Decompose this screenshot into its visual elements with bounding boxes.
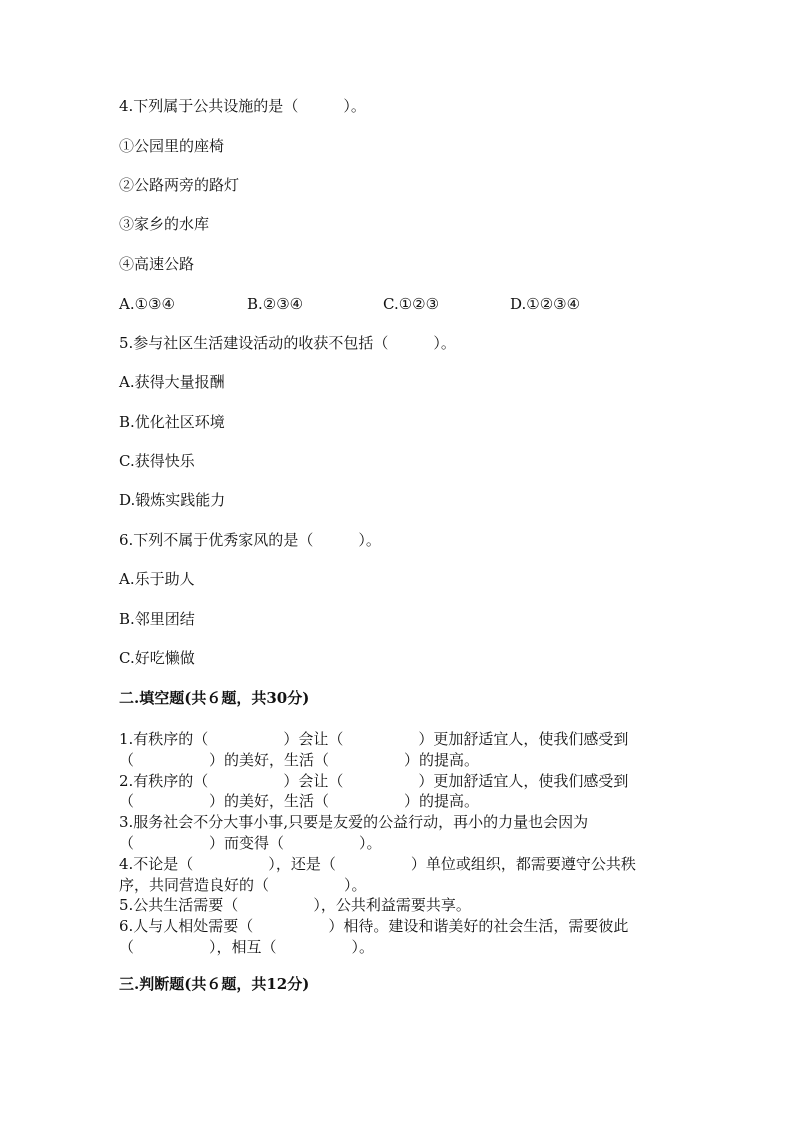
section-3-title: 三.判断题(共６题，共12分) bbox=[119, 975, 310, 993]
fill-line: （ ），相互（ ）。 bbox=[119, 937, 375, 956]
fill-line: 序，共同营造良好的（ ）。 bbox=[119, 875, 367, 894]
fill-line: 4.不论是（ ），还是（ ）单位或组织，都需要遵守公共秩 bbox=[119, 854, 636, 873]
fill-line: 6.人与人相处需要（ ）相待。建设和谐美好的社会生活，需要彼此 bbox=[119, 917, 629, 936]
question-4-item-2: ②公路两旁的路灯 bbox=[119, 176, 240, 194]
question-5-option-a[interactable]: A.获得大量报酬 bbox=[119, 373, 225, 391]
question-6-option-b[interactable]: B.邻里团结 bbox=[119, 610, 195, 628]
question-5-stem: 5.参与社区生活建设活动的收获不包括（ ）。 bbox=[119, 334, 456, 352]
fill-line: （ ）的美好，生活（ ）的提高。 bbox=[119, 792, 480, 811]
fill-in-questions bbox=[119, 729, 679, 958]
question-6-option-a[interactable]: A.乐于助人 bbox=[119, 570, 195, 588]
question-4-option-a[interactable]: A.①③④ bbox=[119, 295, 175, 313]
question-6-stem: 6.下列不属于优秀家风的是（ ）。 bbox=[119, 531, 381, 549]
question-4-item-3: ③家乡的水库 bbox=[119, 215, 210, 233]
question-5-option-c[interactable]: C.获得快乐 bbox=[119, 452, 195, 470]
question-5-option-b[interactable]: B.优化社区环境 bbox=[119, 413, 225, 431]
fill-line: 3.服务社会不分大事小事,只要是友爱的公益行动，再小的力量也会因为 bbox=[119, 813, 589, 832]
question-4-stem: 4.下列属于公共设施的是（ ）。 bbox=[119, 97, 366, 115]
question-5-option-d[interactable]: D.锻炼实践能力 bbox=[119, 491, 226, 509]
fill-line: 5.公共生活需要（ ），公共利益需要共享。 bbox=[119, 896, 471, 915]
question-6-option-c[interactable]: C.好吃懒做 bbox=[119, 649, 195, 667]
question-4-option-c[interactable]: C.①②③ bbox=[383, 295, 440, 313]
question-4-item-1: ①公园里的座椅 bbox=[119, 137, 225, 155]
question-4-option-d[interactable]: D.①②③④ bbox=[510, 295, 581, 313]
fill-line: （ ）而变得（ ）。 bbox=[119, 833, 382, 852]
fill-line: 2.有秩序的（ ）会让（ ）更加舒适宜人，使我们感受到 bbox=[119, 771, 629, 790]
fill-line: （ ）的美好，生活（ ）的提高。 bbox=[119, 750, 480, 769]
question-4-option-b[interactable]: B.②③④ bbox=[247, 295, 304, 313]
fill-line: 1.有秩序的（ ）会让（ ）更加舒适宜人，使我们感受到 bbox=[119, 730, 629, 748]
question-4-item-4: ④高速公路 bbox=[119, 255, 195, 273]
question-4-options bbox=[0, 294, 794, 314]
section-2-title: 二.填空题(共６题，共30分) bbox=[119, 689, 310, 707]
